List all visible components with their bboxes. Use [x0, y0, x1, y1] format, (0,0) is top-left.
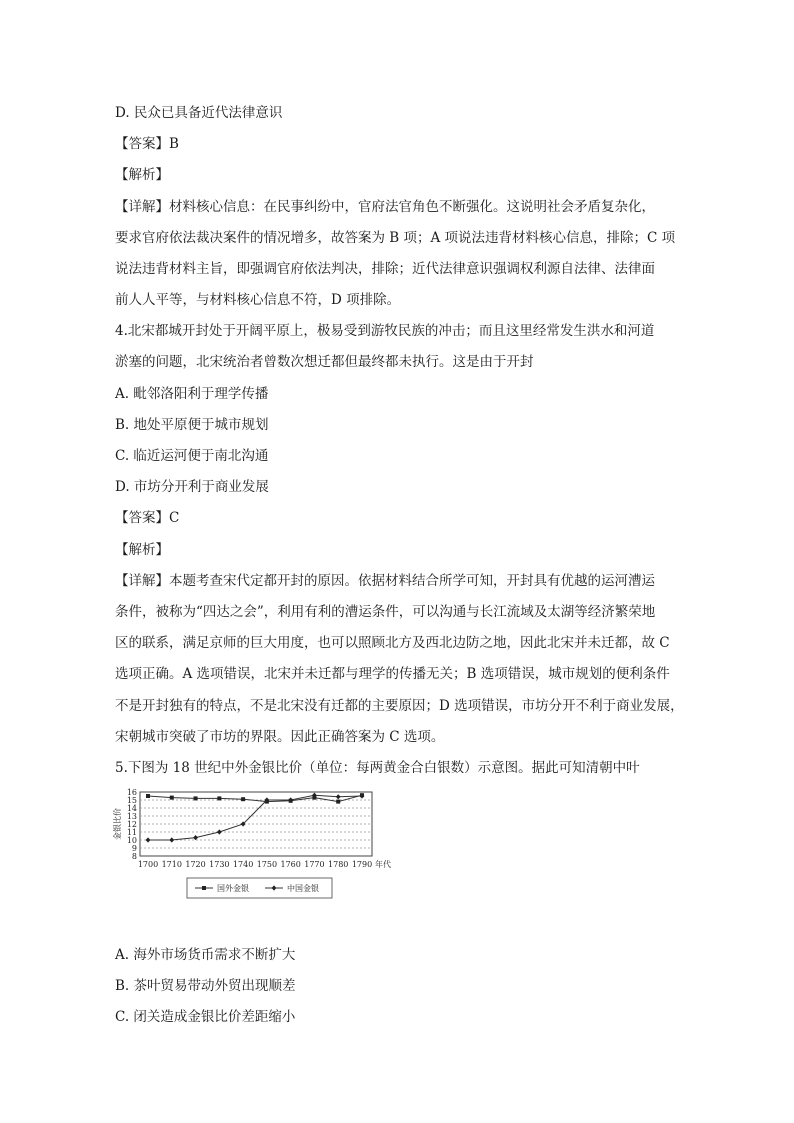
x-tick-label: 1740 [232, 860, 254, 869]
gold-silver-ratio-chart [112, 786, 402, 910]
data-point [193, 835, 198, 840]
option-b-q4: B. 地处平原便于城市规划 [115, 417, 269, 433]
option-c-q5: C. 闭关造成金银比价差距缩小 [115, 1009, 296, 1025]
y-tick-label: 11 [126, 828, 137, 837]
x-tick-label: 1730 [209, 860, 230, 869]
x-tick-label: 1770 [304, 860, 325, 869]
y-tick-label: 10 [126, 836, 137, 845]
y-tick-label: 13 [126, 812, 137, 821]
data-point [217, 829, 222, 834]
data-point [336, 800, 340, 804]
y-axis-label: 金银比价 [113, 808, 122, 840]
analysis-label-q4: 【解析】 [115, 542, 169, 558]
x-tick-label: 1710 [161, 860, 182, 869]
question-4-line: 淤塞的问题，北宋统治者曾数次想迁都但最终都未执行。这是由于开封 [115, 354, 534, 370]
option-d-q4: D. 市坊分开利于商业发展 [115, 479, 269, 495]
data-point [146, 794, 150, 798]
detail-line: 区的联系，满足京师的巨大用度，也可以照顾北方及西北边防之地，因此北宋并未迁都，故 C [115, 635, 670, 651]
detail-line: 要求官府依法裁决案件的情况增多，故答案为 B 项；A 项说法违背材料核心信息，排除；C 项 [115, 230, 676, 246]
detail-line: 选项正确。A 选项错误，北宋并未迁都与理学的传播无关；B 选项错误，城市规划的便利条件 [115, 666, 670, 682]
x-tick-label: 1750 [256, 860, 278, 869]
y-tick-label: 9 [131, 844, 137, 853]
data-point [241, 797, 245, 801]
option-c-q4: C. 临近运河便于南北沟通 [115, 448, 269, 464]
detail-line: 不是开封独有的特点，不是北宋没有迁都的主要原因；D 选项错误，市坊分开不利于商业发展， [115, 698, 684, 714]
option-a-q5: A. 海外市场货币需求不断扩大 [115, 947, 296, 963]
legend-marker [202, 886, 206, 890]
data-point [194, 796, 198, 800]
y-tick-label: 8 [131, 852, 137, 861]
y-tick-label: 12 [126, 820, 137, 829]
question-5-line: 5.下图为 18 世纪中外金银比价（单位：每两黄金合白银数）示意图。据此可知清朝中叶 [115, 760, 640, 776]
y-tick-label: 16 [126, 788, 137, 797]
detail-line: 【详解】本题考查宋代定都开封的原因。依据材料结合所学可知，开封具有优越的运河漕运 [115, 573, 655, 589]
analysis-label-q3: 【解析】 [115, 167, 169, 183]
detail-line: 前人人平等，与材料核心信息不符，D 项排除。 [115, 292, 401, 308]
detail-line: 【详解】材料核心信息：在民事纠纷中，官府法官角色不断强化。这说明社会矛盾复杂化， [115, 199, 655, 215]
data-point [217, 796, 221, 800]
legend-label: 中国金银 [287, 884, 319, 893]
data-point [170, 796, 174, 800]
x-tick-label: 1760 [280, 860, 301, 869]
legend-label: 国外金银 [217, 884, 249, 893]
question-4-line: 4.北宋都城开封处于开阔平原上，极易受到游牧民族的冲击；而且这里经常发生洪水和河道 [115, 323, 655, 339]
detail-line: 宋朝城市突破了市坊的界限。因此正确答案为 C 选项。 [115, 729, 445, 745]
x-axis-unit: 年代 [375, 860, 391, 869]
x-tick-label: 1790 [351, 860, 373, 869]
series-line-2 [148, 795, 362, 840]
x-tick-label: 1780 [328, 860, 349, 869]
data-point [336, 794, 341, 799]
answer-label-q3: 【答案】B [115, 136, 179, 152]
option-b-q5: B. 茶叶贸易带动外贸出现顺差 [115, 978, 296, 994]
option-d-q3: D. 民众已具备近代法律意识 [115, 105, 283, 121]
data-point [169, 837, 174, 842]
detail-line: 条件，被称为“四达之会”，利用有利的漕运条件，可以沟通与长江流域及太湖等经济繁荣地 [115, 604, 656, 620]
x-tick-label: 1700 [137, 860, 159, 869]
data-point [146, 837, 151, 842]
option-a-q4: A. 毗邻洛阳利于理学传播 [115, 386, 269, 402]
line-chart [112, 786, 402, 906]
x-tick-label: 1720 [185, 860, 206, 869]
y-tick-label: 14 [126, 804, 137, 813]
detail-line: 说法违背材料主旨，即强调官府依法判决，排除；近代法律意识强调权利源自法律、法律面 [115, 261, 655, 277]
y-tick-label: 15 [126, 796, 137, 805]
answer-label-q4: 【答案】C [115, 510, 180, 526]
